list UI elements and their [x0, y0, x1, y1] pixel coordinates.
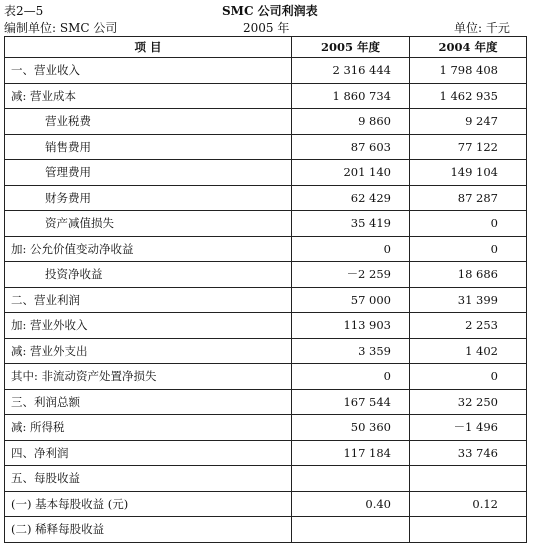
table-row	[5, 491, 527, 517]
value-2005: 3 359	[292, 338, 410, 364]
table-row	[5, 415, 527, 441]
table-row	[5, 134, 527, 160]
table-body	[5, 58, 527, 543]
table-row	[5, 109, 527, 135]
value-2005: 201 140	[292, 160, 410, 186]
value-2005: 0	[292, 364, 410, 390]
value-2004: 0	[410, 364, 527, 390]
table-row	[5, 236, 527, 262]
table-row	[5, 185, 527, 211]
value-2004	[410, 466, 527, 492]
column-header-item: 项 目	[5, 37, 292, 58]
value-2005: 57 000	[292, 287, 410, 313]
value-2005: 113 903	[292, 313, 410, 339]
value-2004: 1 402	[410, 338, 527, 364]
value-2004: 9 247	[410, 109, 527, 135]
value-2005: 35 419	[292, 211, 410, 237]
value-2004: 0	[410, 211, 527, 237]
row-item-label: 其中: 非流动资产处置净损失	[5, 364, 292, 390]
row-item-label: 加: 公允价值变动净收益	[5, 236, 292, 262]
income-statement-table	[4, 36, 527, 543]
column-header-2004: 2004 年度	[410, 37, 527, 58]
value-2004: 0.12	[410, 491, 527, 517]
value-2004: 32 250	[410, 389, 527, 415]
value-2005: 2 316 444	[292, 58, 410, 84]
value-2005: 167 544	[292, 389, 410, 415]
row-item-label: 一、营业收入	[5, 58, 292, 84]
row-item-label: (二) 稀释每股收益	[5, 517, 292, 543]
value-2004: 2 253	[410, 313, 527, 339]
table-row	[5, 83, 527, 109]
row-item-label: 减: 所得税	[5, 415, 292, 441]
value-2004: 1 462 935	[410, 83, 527, 109]
row-item-label: 加: 营业外收入	[5, 313, 292, 339]
value-2005: 0.40	[292, 491, 410, 517]
value-2005: 0	[292, 236, 410, 262]
value-2004: 0	[410, 236, 527, 262]
organization-label: 编制单位: SMC 公司	[4, 21, 118, 35]
table-row	[5, 517, 527, 543]
value-2004: 77 122	[410, 134, 527, 160]
value-2004: 1 798 408	[410, 58, 527, 84]
table-row	[5, 287, 527, 313]
row-item-label: 销售费用	[5, 134, 292, 160]
table-header-row	[5, 37, 527, 58]
value-2004	[410, 517, 527, 543]
value-2004: 18 686	[410, 262, 527, 288]
page-title: SMC 公司利润表	[222, 4, 318, 18]
row-item-label: 营业税费	[5, 109, 292, 135]
row-item-label: 减: 营业成本	[5, 83, 292, 109]
value-2005: 9 860	[292, 109, 410, 135]
value-2004: 33 746	[410, 440, 527, 466]
value-2005: 117 184	[292, 440, 410, 466]
row-item-label: 财务费用	[5, 185, 292, 211]
table-row	[5, 389, 527, 415]
value-2004: 149 104	[410, 160, 527, 186]
row-item-label: 四、净利润	[5, 440, 292, 466]
value-2004: －1 496	[410, 415, 527, 441]
table-row	[5, 466, 527, 492]
row-item-label: 管理费用	[5, 160, 292, 186]
value-2004: 31 399	[410, 287, 527, 313]
value-2005: 50 360	[292, 415, 410, 441]
table-row	[5, 313, 527, 339]
value-2005: 1 860 734	[292, 83, 410, 109]
row-item-label: 二、营业利润	[5, 287, 292, 313]
row-item-label: (一) 基本每股收益 (元)	[5, 491, 292, 517]
row-item-label: 资产减值损失	[5, 211, 292, 237]
unit-label: 单位: 千元	[454, 21, 510, 35]
value-2005	[292, 517, 410, 543]
value-2005: 87 603	[292, 134, 410, 160]
row-item-label: 五、每股收益	[5, 466, 292, 492]
value-2005: 62 429	[292, 185, 410, 211]
row-item-label: 减: 营业外支出	[5, 338, 292, 364]
table-row	[5, 338, 527, 364]
value-2004: 87 287	[410, 185, 527, 211]
value-2005: －2 259	[292, 262, 410, 288]
value-2005	[292, 466, 410, 492]
table-number: 表2—5	[4, 4, 44, 18]
table-row	[5, 262, 527, 288]
column-header-2005: 2005 年度	[292, 37, 410, 58]
table-row	[5, 440, 527, 466]
table-row	[5, 364, 527, 390]
row-item-label: 投资净收益	[5, 262, 292, 288]
table-row	[5, 58, 527, 84]
row-item-label: 三、利润总额	[5, 389, 292, 415]
report-year: 2005 年	[243, 21, 290, 35]
table-row	[5, 160, 527, 186]
table-row	[5, 211, 527, 237]
